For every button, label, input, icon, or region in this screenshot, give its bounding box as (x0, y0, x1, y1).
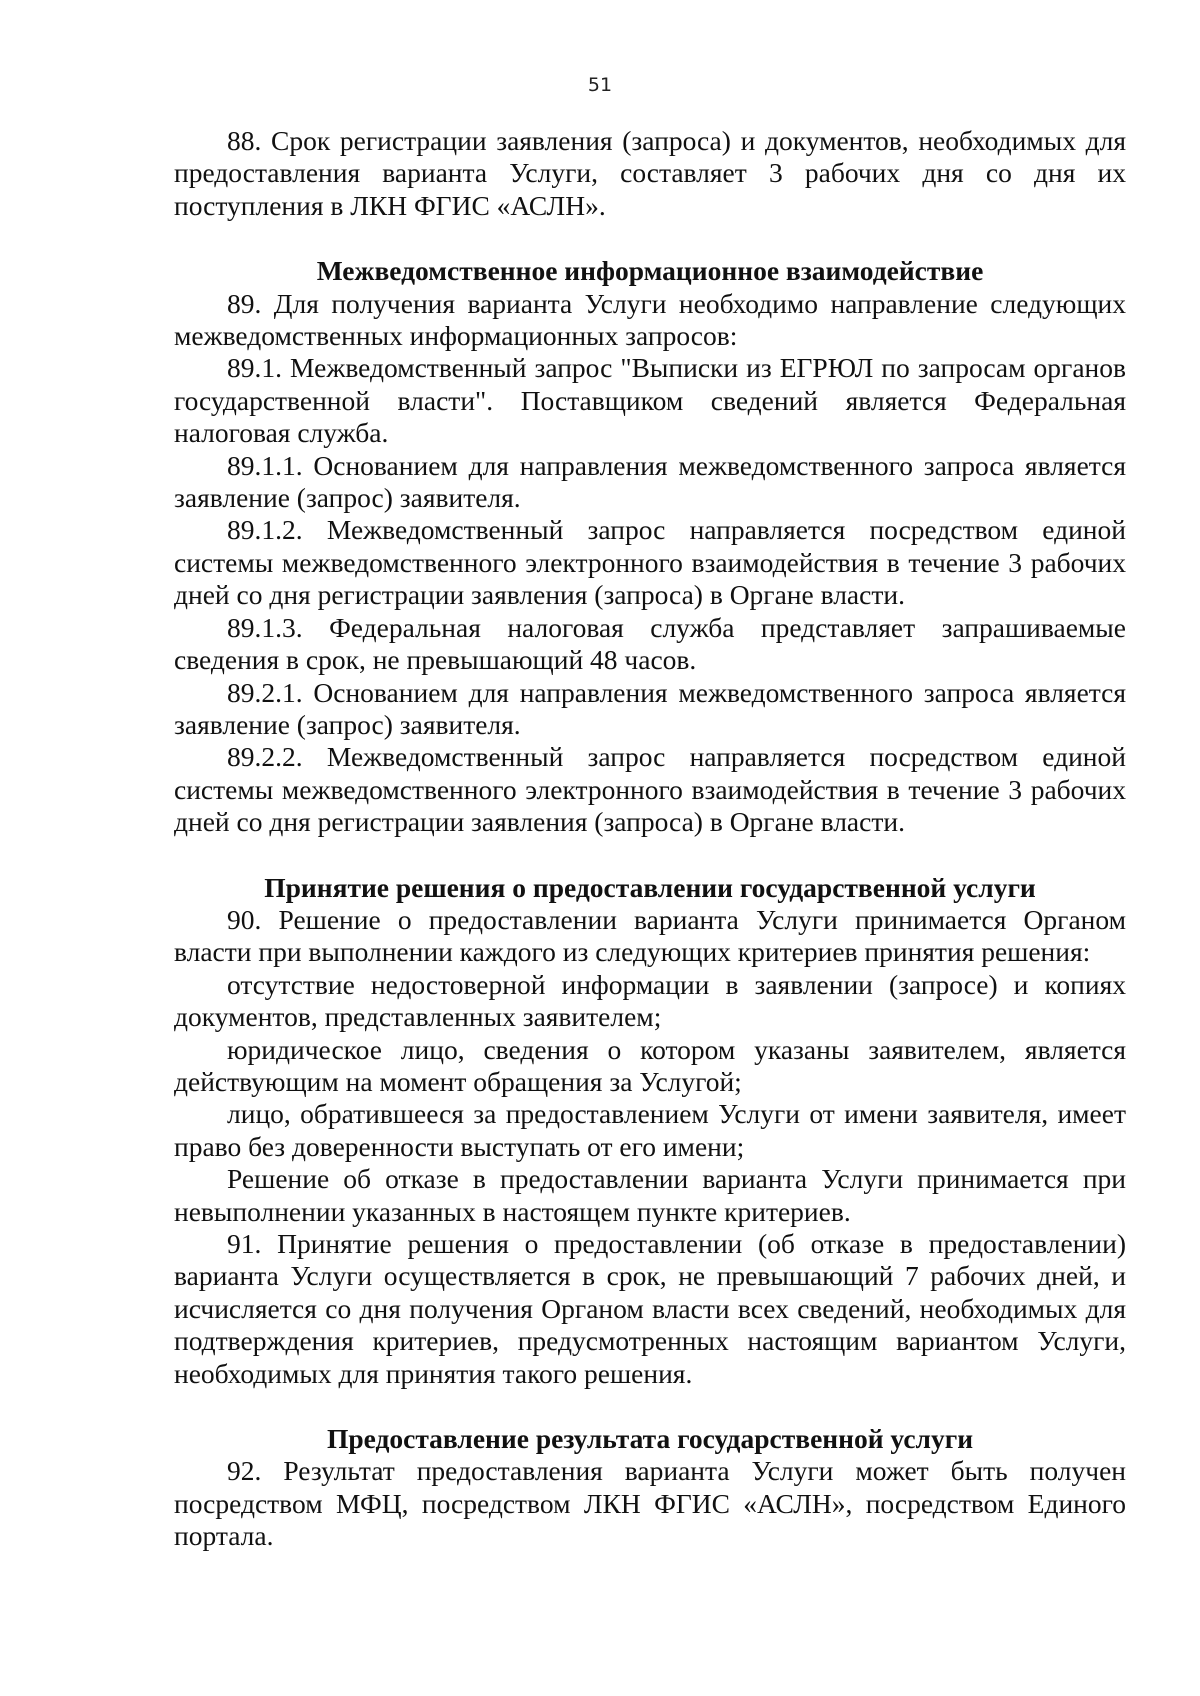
paragraph-92: 92. Результат предоставления варианта Услуги может быть получен посредством МФЦ, посредством ЛКН ФГИС «АСЛН», посредством Единого портала. (174, 1455, 1126, 1552)
paragraph-refusal: Решение об отказе в предоставлении варианта Услуги принимается при невыполнении указанных в настоящем пункте критериев. (174, 1163, 1126, 1227)
document-body (174, 125, 1126, 1553)
paragraph-89-1: 89.1. Межведомственный запрос "Выписки из ЕГРЮЛ по запросам органов государственной власти". Поставщиком сведений является Федеральная налоговая служба. (174, 352, 1126, 449)
paragraph-89-2-2: 89.2.2. Межведомственный запрос направляется посредством единой системы межведомственного электронного взаимодействия в течение 3 рабочих дней со дня регистрации заявления (запроса) в Органе власти. (174, 741, 1126, 838)
paragraph-91: 91. Принятие решения о предоставлении (об отказе в предоставлении) варианта Услуги осуществляется в срок, не превышающий 7 рабочих дней, и исчисляется со дня получения Органом власти всех сведений, необходимых для подтверждения критериев, предусмотренных настоящим вариантом Услуги, необходимых для принятия такого решения. (174, 1228, 1126, 1389)
paragraph-89-2-1: 89.2.1. Основанием для направления межведомственного запроса является заявление (запрос) заявителя. (174, 676, 1126, 740)
paragraph-90: 90. Решение о предоставлении варианта Услуги принимается Органом власти при выполнении каждого из следующих критериев принятия решения: (174, 903, 1126, 968)
criterion-no-false-info: отсутствие недостоверной информации в заявлении (запросе) и копиях документов, представленных заявителем; (174, 968, 1126, 1033)
paragraph-89-1-2: 89.1.2. Межведомственный запрос направляется посредством единой системы межведомственного электронного взаимодействия в течение 3 рабочих дней со дня регистрации заявления (запроса) в Органе власти. (174, 514, 1126, 611)
section-heading-interagency: Межведомственное информационное взаимодействие (316, 255, 984, 287)
paragraph-89-1-3: 89.1.3. Федеральная налоговая служба представляет запрашиваемые сведения в срок, не превышающий 48 часов. (174, 611, 1126, 676)
page-number: 51 (587, 74, 613, 96)
section-heading-decision: Принятие решения о предоставлении государственной услуги (264, 871, 1036, 903)
criterion-authority-without-poa: лицо, обратившееся за предоставлением Услуги от имени заявителя, имеет право без доверенности выступать от его имени; (174, 1098, 1126, 1162)
paragraph-89-1-1: 89.1.1. Основанием для направления межведомственного запроса является заявление (запрос) заявителя. (174, 449, 1126, 514)
paragraph-88: 88. Срок регистрации заявления (запроса) и документов, необходимых для предоставления варианта Услуги, составляет 3 рабочих дня со дня их поступления в ЛКН ФГИС «АСЛН». (174, 125, 1126, 221)
paragraph-89: 89. Для получения варианта Услуги необходимо направление следующих межведомственных информационных запросов: (174, 287, 1126, 352)
section-heading-result: Предоставление результата государственной услуги (326, 1423, 974, 1455)
criterion-legal-entity-active: юридическое лицо, сведения о котором указаны заявителем, является действующим на момент обращения за Услугой; (174, 1033, 1126, 1097)
